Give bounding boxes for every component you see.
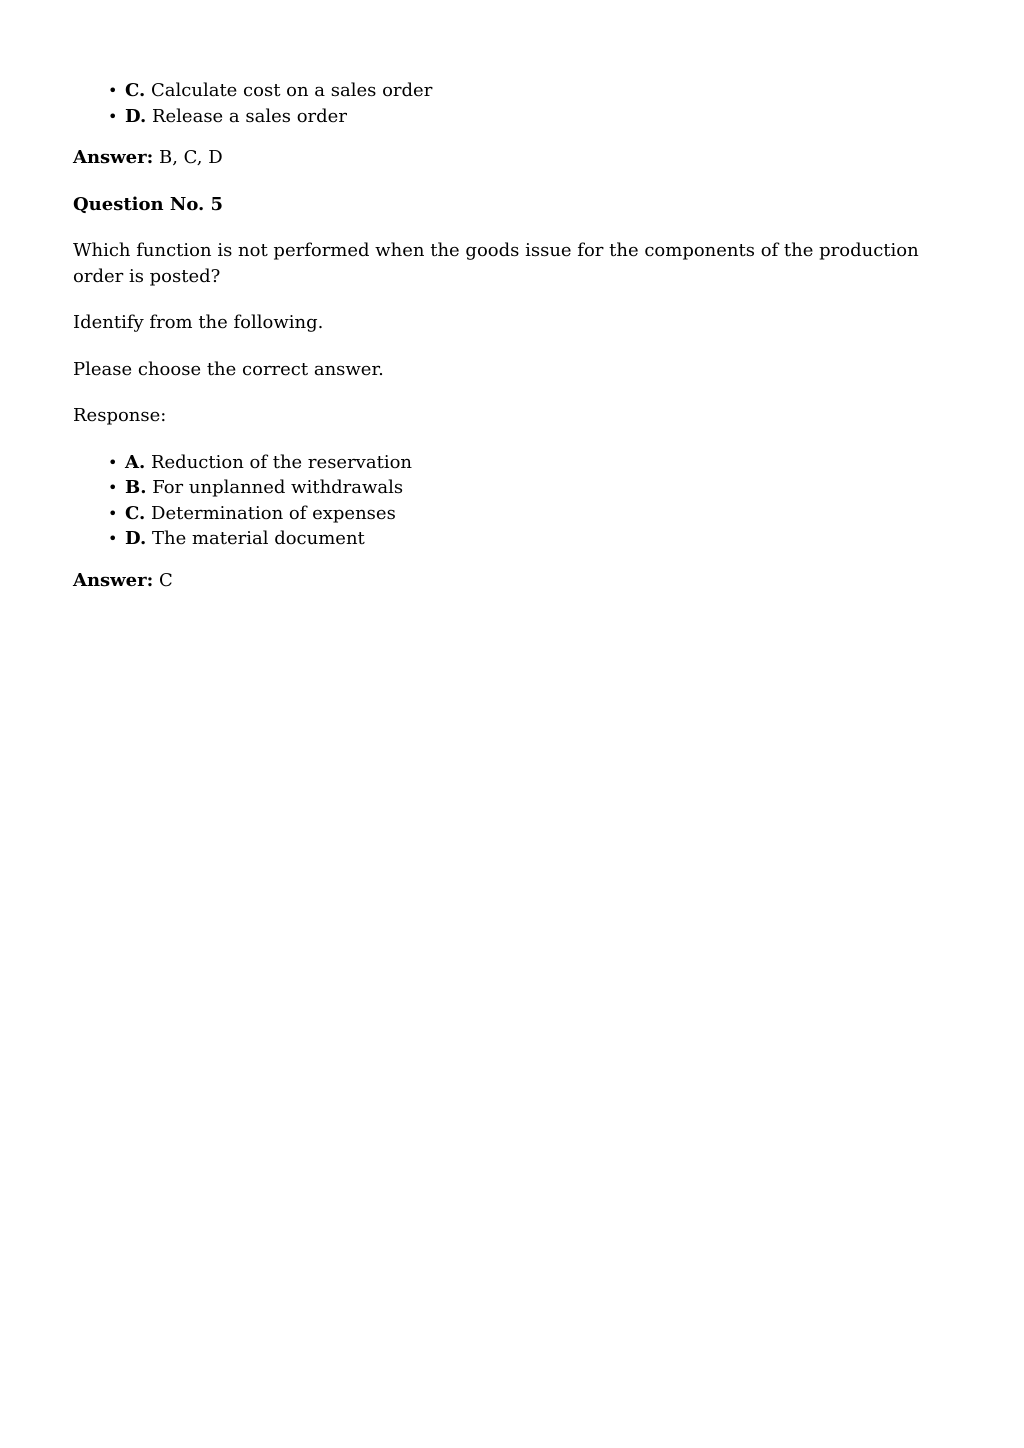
option-text: The material document [151,528,365,549]
bullet-icon: • [108,452,118,472]
question-text: Which function is not performed when the goods issue for the components of the production order is posted? [73,240,919,287]
answer-value: B, C, D [159,147,223,168]
answer-label: Answer: [73,569,154,591]
instruction-text: Please choose the correct answer. [73,358,384,380]
option-item [108,104,953,130]
option-item [108,450,953,476]
previous-answer [73,145,953,171]
option-text: For unplanned withdrawals [152,477,404,498]
identify-text: Identify from the following. [73,312,324,333]
option-letter: C. [125,502,146,524]
option-letter: A. [125,451,146,473]
document-page [73,78,953,593]
question-answer [73,568,953,594]
option-letter: D. [125,528,147,549]
option-text: Reduction of the reservation [150,451,413,473]
bullet-icon: • [108,106,118,126]
option-letter: D. [125,105,147,127]
option-letter: C. [125,80,146,101]
option-item [108,526,953,552]
bullet-icon: • [108,529,118,548]
bullet-icon: • [108,503,118,523]
question-heading: Question No. 5 [73,193,224,215]
bullet-icon: • [108,478,118,497]
response-label: Response: [73,405,167,426]
option-text: Release a sales order [151,105,347,127]
answer-value: C [159,569,173,591]
option-item [108,78,953,104]
option-item [108,501,953,527]
option-text: Calculate cost on a sales order [151,80,433,101]
answer-label: Answer: [73,147,154,168]
option-letter: B. [125,477,147,498]
option-item [108,475,953,501]
bullet-icon: • [108,81,118,100]
question-options [73,450,953,552]
previous-question-options [73,78,953,129]
option-text: Determination of expenses [151,502,396,524]
